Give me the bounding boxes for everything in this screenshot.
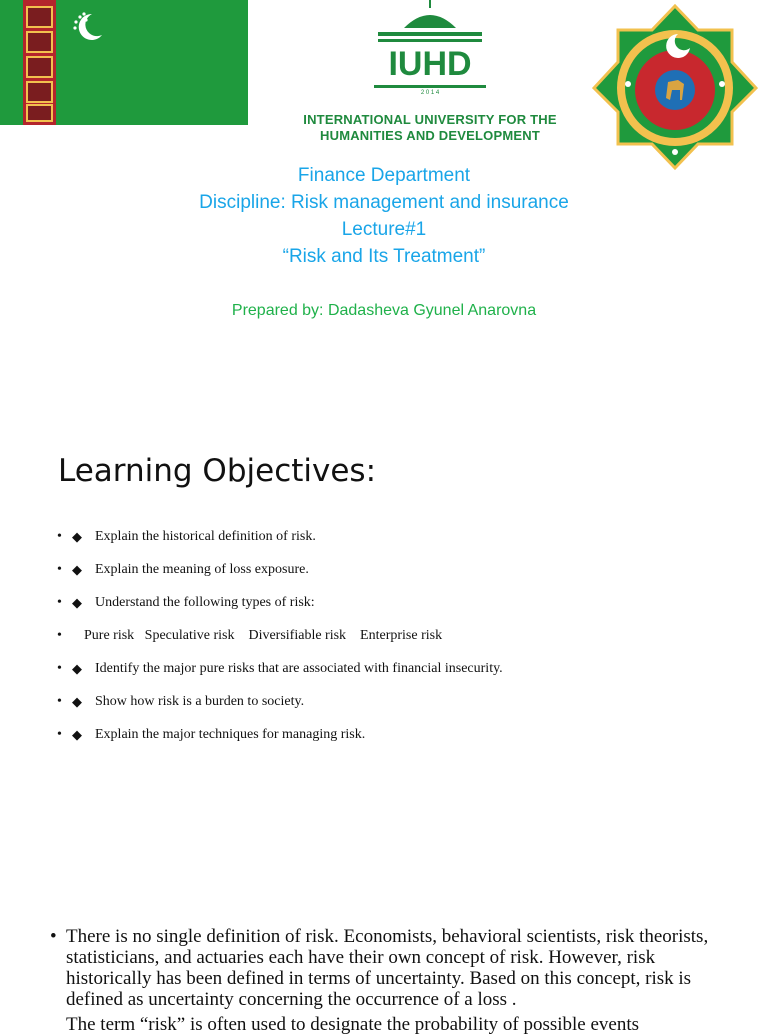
list-item — [57, 526, 737, 559]
lecture-number: Lecture#1 — [341, 219, 427, 240]
objective-text: Show how risk is a burden to society. — [95, 694, 305, 709]
objective-text: Identify the major pure risks that are associated with financial insecurity. — [95, 661, 503, 676]
list-item — [57, 658, 737, 691]
objective-text: Explain the meaning of loss exposure. — [95, 562, 309, 577]
bullet-icon: • — [50, 926, 57, 947]
bullet-icon: • — [57, 595, 62, 610]
diamond-icon: ◆ — [72, 661, 82, 676]
bullet-icon: • — [57, 628, 62, 643]
paragraph-cut-text: The term “risk” is often used to designate the probability of possible events — [66, 1014, 640, 1035]
flag-gul-ornament — [26, 6, 53, 28]
department-title: Finance Department — [297, 165, 471, 186]
list-item — [57, 559, 737, 592]
university-name — [300, 112, 560, 144]
flag-gul-ornament — [26, 81, 53, 103]
crescent-icon — [72, 11, 104, 43]
university-name-line1: INTERNATIONAL UNIVERSITY FOR THE — [303, 112, 557, 127]
objective-text: Explain the historical definition of risk. — [95, 529, 316, 544]
diamond-icon: ◆ — [72, 562, 82, 577]
turkmenistan-emblem-icon — [592, 4, 758, 172]
university-name-line2: HUMANITIES AND DEVELOPMENT — [320, 128, 540, 143]
diamond-icon: ◆ — [72, 529, 82, 544]
list-item — [57, 592, 737, 625]
flag-gul-ornament — [26, 31, 53, 53]
objective-text: Understand the following types of risk: — [95, 595, 315, 610]
paragraph-text: There is no single definition of risk. Economists, behavioral scientists, risk theorists, statisticians, and actuaries each have their own concept of risk. However, risk historically has been defined in terms of uncertainty. Based on this concept, risk is defined as uncertainty concerning the occurrence of a loss . — [66, 926, 709, 1010]
lecture-topic: “Risk and Its Treatment” — [282, 246, 486, 267]
risk-definition-paragraph — [50, 926, 730, 1010]
diamond-icon: ◆ — [72, 694, 82, 709]
turkmenistan-flag-icon — [0, 0, 248, 125]
flag-gul-ornament — [26, 104, 53, 122]
list-item — [57, 724, 737, 757]
bullet-icon: • — [57, 661, 62, 676]
objective-text: Explain the major techniques for managing risk. — [95, 727, 366, 742]
prepared-by: Prepared by: Dadasheva Gyunel Anarovna — [231, 302, 537, 319]
university-logo-year: 2 0 1 4 — [420, 90, 440, 96]
discipline-title: Discipline: Risk management and insurance — [199, 192, 569, 213]
bullet-icon: • — [57, 529, 62, 544]
lecture-title-block — [0, 162, 768, 270]
list-item — [57, 691, 737, 724]
learning-objectives-list — [57, 526, 737, 757]
risk-types-text: Pure risk Speculative risk Diversifiable risk Enterprise risk — [84, 628, 443, 643]
flag-gul-ornament — [26, 56, 53, 78]
diamond-icon: ◆ — [72, 595, 82, 610]
bullet-icon: • — [57, 694, 62, 709]
bullet-icon: • — [57, 562, 62, 577]
university-logo-text: IUHD — [388, 45, 472, 83]
bullet-icon: • — [57, 727, 62, 742]
list-item — [57, 625, 737, 658]
university-logo — [300, 0, 560, 150]
learning-objectives-heading: Learning Objectives: — [58, 453, 377, 489]
diamond-icon: ◆ — [72, 727, 82, 742]
